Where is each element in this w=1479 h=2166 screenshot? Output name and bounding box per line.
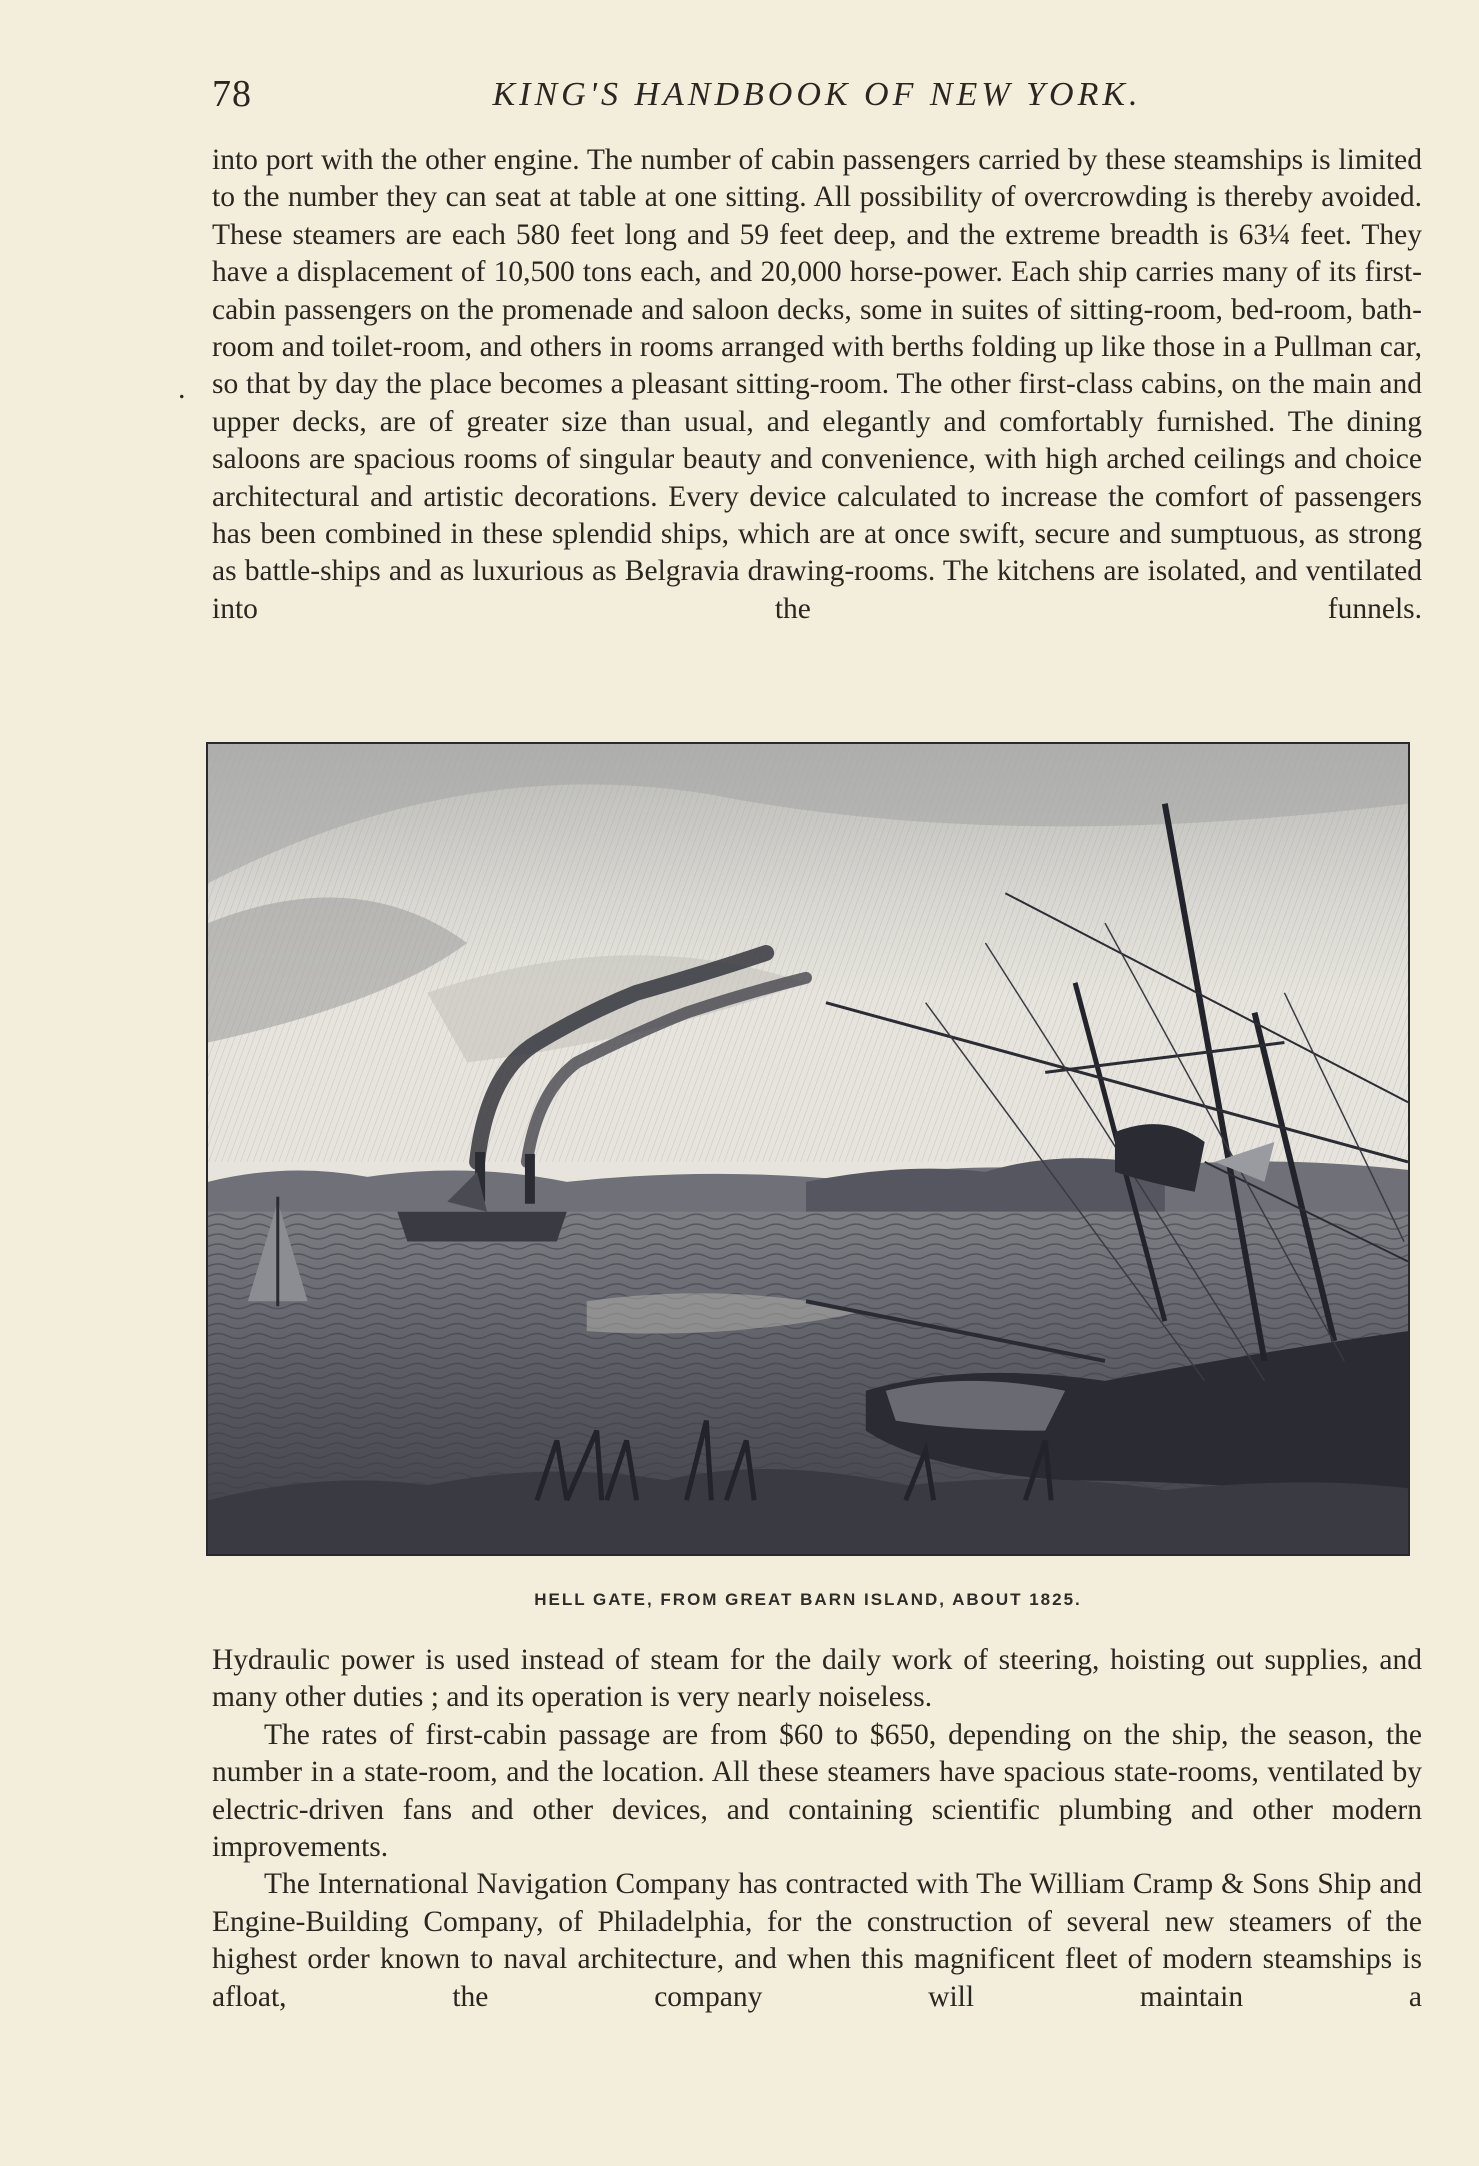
page-number: 78 xyxy=(212,73,252,115)
page-header xyxy=(212,72,1422,122)
running-head: KING'S HANDBOOK OF NEW YORK. xyxy=(492,76,1142,113)
margin-mark: . xyxy=(178,372,186,405)
body-text-bottom xyxy=(212,1642,1422,2016)
engraving-image xyxy=(208,744,1408,1554)
body-text-top xyxy=(212,142,1422,628)
paragraph: The rates of first-cabin passage are from $60 to $650, depending on the ship, the season, the number in a state-room, and the location. All these steamers have spacious state-rooms, ventilated by electric-driven fans and other devices, and containing scientific plumbing and other modern improvements. xyxy=(212,1718,1422,1864)
figure-caption: HELL GATE, FROM GREAT BARN ISLAND, ABOUT 1825. xyxy=(534,1590,1082,1609)
engraving-illustration xyxy=(206,742,1410,1556)
paragraph: The International Navigation Company has contracted with The William Cramp & Sons Ship and Engine-Building Company, of Philadelphia, for the construction of several new steamers of the highest order known to naval architecture, and when this magnificent fleet of modern steamships is afloat, the company will maintain a xyxy=(212,1868,1422,2013)
paragraph: Hydraulic power is used instead of steam for the daily work of steering, hoisting out supplies, and many other duties ; and its operation is very nearly noiseless. xyxy=(212,1644,1422,1714)
paragraph: into port with the other engine. The number of cabin passengers carried by these steamships is limited to the number they can seat at table at one sitting. All possibility of overcrowding is thereby avoided. These steamers are each 580 feet long and 59 feet deep, and the extreme breadth is 63¼ feet. They have a displacement of 10,500 tons each, and 20,000 horse-power. Each ship carries many of its first-cabin passengers on the promenade and saloon decks, some in suites of sitting-room, bed-room, bath-room and toilet-room, and others in rooms arranged with berths folding up like those in a Pullman car, so that by day the place becomes a pleasant sitting-room. The other first-class cabins, on the main and upper decks, are of greater size than usual, and elegantly and comfortably furnished. The dining saloons are spacious rooms of singular beauty and convenience, with high arched ceilings and choice architectural and artistic decorations. Every device calculated to increase the comfort of passengers has been combined in these splendid ships, which are at once swift, secure and sumptuous, as strong as battle-ships and as luxurious as Belgravia drawing-rooms. The kitchens are isolated, and ventilated into the funnels. xyxy=(212,144,1422,625)
